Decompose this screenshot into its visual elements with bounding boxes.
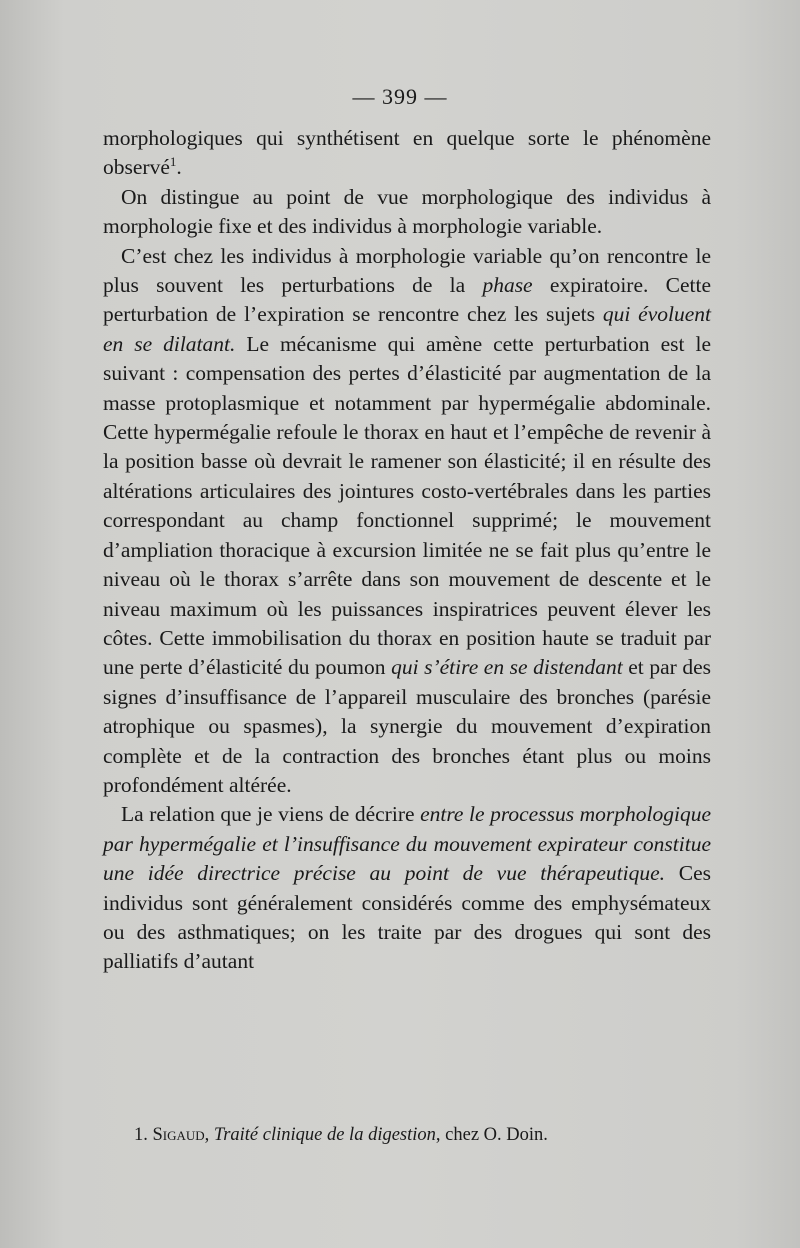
paragraph-text: Ces individus sont généralement considérés comme des emphysémateux ou des asthmatiques; on les traite par des drogues qui sont des palliatifs d’autant xyxy=(103,861,711,974)
footnote-author: Sigaud xyxy=(152,1125,205,1145)
footnote-title: Traité clinique de la digestion xyxy=(213,1125,436,1145)
paragraph-text: La relation que je viens de décrire xyxy=(121,802,421,827)
footnote-publisher: , chez O. Doin. xyxy=(435,1125,548,1145)
page-number: — 399 — xyxy=(352,84,448,109)
body-text xyxy=(103,124,711,977)
paragraph-morphology: On distingue au point de vue morphologique des individus à morphologie fixe et des individus à morphologie variable. xyxy=(103,184,711,239)
italic-text: qui évoluent en se dilatant. xyxy=(103,302,711,356)
paragraph-text: morphologiques qui synthétisent en quelque sorte le phénomène observé xyxy=(103,126,711,180)
paragraph-expiratory-phase xyxy=(103,242,711,801)
paragraph-therapeutic xyxy=(103,800,711,976)
paragraph-text: expiratoire. Cette perturbation de l’expiration se rencontre chez les sujets xyxy=(103,273,711,327)
paragraph-text: C’est chez les individus à morphologie variable qu’on rencontre le plus souvent les perturbations de la xyxy=(103,243,711,298)
paragraph-continuation xyxy=(103,124,711,183)
paragraph-text: Le mécanisme qui amène cette perturbation est le suivant : compensation des pertes d’élasticité par augmentation de la masse protoplasmique et notamment par hypermégalie abdominale. Cette hypermégalie refoule le thorax en haut et l’empêche de revenir à la position basse où devrait le ramener son élasticité; il en résulte des altérations articulaires des jointures costo-vertébrales dans les parties correspondant au champ fonctionnel supprimé; le mouvement d’ampliation thoracique à excursion limitée ne se fait plus qu’entre le niveau où le thorax s’arrête dans son mouvement de descente et le niveau maximum où les puissances inspiratrices peuvent élever les côtes. Cette immobilisation du thorax en position haute se traduit par une perte d’élasticité du poumon xyxy=(103,331,711,680)
italic-text: entre le processus morphologique par hypermégalie et l’insuffisance du mouvement expirateur constitue une idée directrice précise au point de vue thérapeutique. xyxy=(103,802,711,886)
italic-text: phase xyxy=(482,273,533,298)
footnote-marker: 1. xyxy=(134,1125,148,1145)
paragraph-text: et par des signes d’insuffisance de l’appareil musculaire des bronches (parésie atrophique ou spasmes), la synergie du mouvement d’expiration complète et de la contraction des bronches étant plus ou moins profondément altérée. xyxy=(103,655,711,797)
footnote-reference: 1 xyxy=(169,154,177,170)
italic-text: qui s’étire en se distendant xyxy=(391,655,623,680)
footnote xyxy=(134,1122,714,1148)
paragraph-text: . xyxy=(176,155,182,180)
footnote-separator: , xyxy=(204,1125,214,1145)
